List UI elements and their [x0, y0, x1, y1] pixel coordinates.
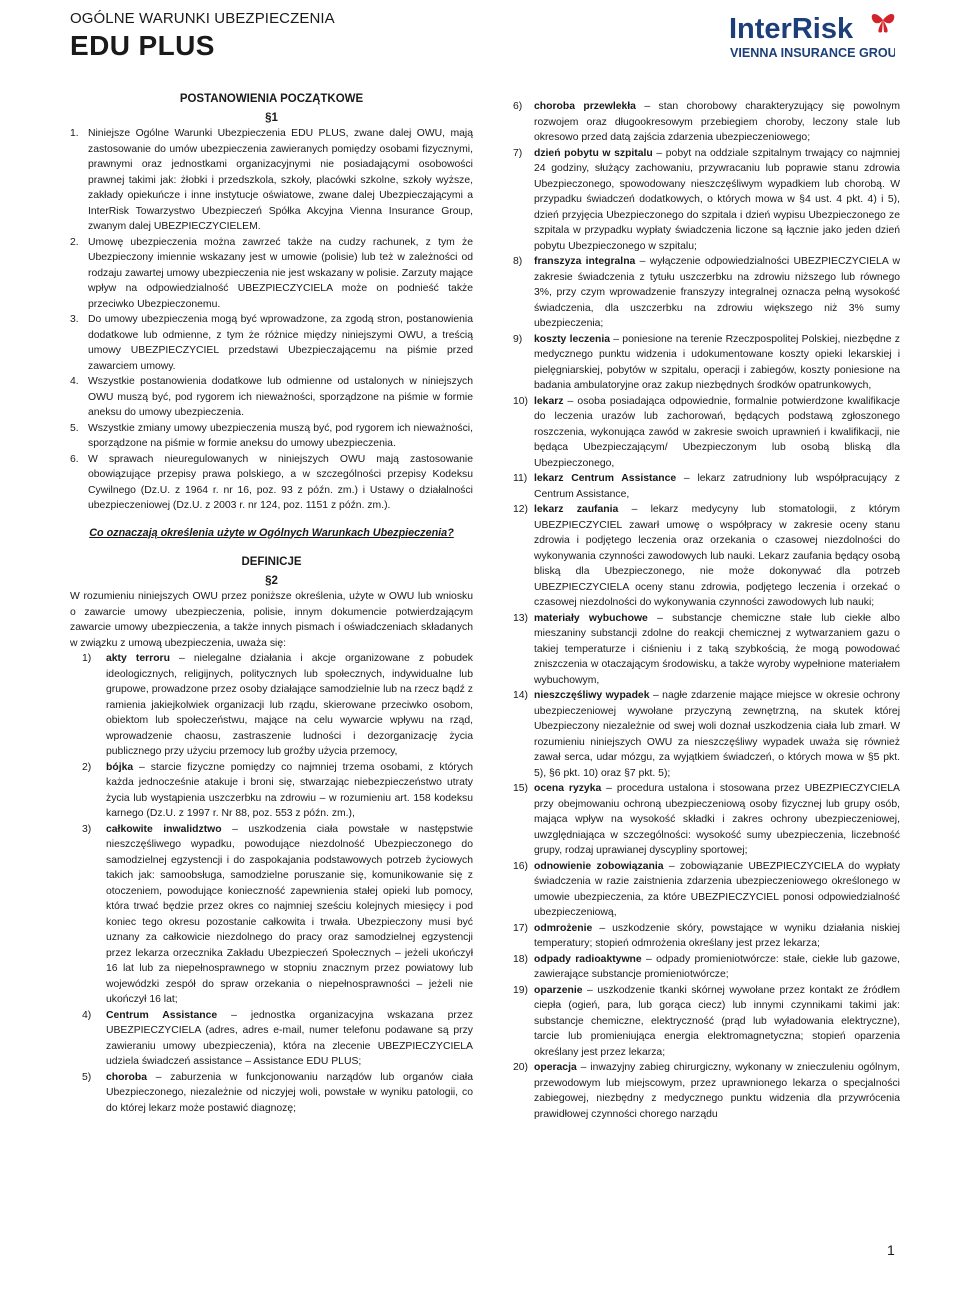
definition-term: nieszczęśliwy wypadek	[534, 690, 650, 701]
point-text: Niniejsze Ogólne Warunki Ubezpieczenia EDU PLUS, zwane dalej OWU, mają zastosowanie do umów ubezpieczenia zawieranych pomiędzy osobami fizycznymi, prawnymi oraz jednostkami organizacyjnymi nie posiadającymi osobowości prawnej takimi jak: żłobki i przedszkola, szkoły, placówki szkolne, szkoły wyższe, zakłady opiekuńcze i inne instytucje oświatowe, zwane dalej Ubezpieczającymi a InterRisk Towarzystwo Ubezpieczeń Spółka Akcyjna Vienna Insurance Group, zwanym dalej UBEZPIECZYCIELEM.	[88, 128, 473, 232]
definition-number: 18)	[513, 953, 529, 965]
logo-brand: InterRisk	[729, 13, 854, 45]
definition-text: – zaburzenia w funkcjonowaniu narządów lub organów ciała Ubezpieczonego, niezależnie od niczyjej woli, powstałe w wyniku patologii, co do której lekarz może postawić diagnozę;	[106, 1071, 473, 1114]
document-title: EDU PLUS	[70, 30, 215, 61]
definition-term: całkowite inwalidztwo	[106, 823, 222, 835]
definition-item	[513, 502, 901, 611]
numbered-point	[70, 374, 473, 421]
definition-item	[513, 921, 900, 952]
definition-number: 16)	[513, 860, 529, 872]
definition-text: – uszkodzenie tkanki skórnej wywołane przez kontakt ze źródłem ciepła (ogień, para, lub gorąca ciecz) lub innymi czynnikami takimi jak: substancje chemiczne, elektryczność (prąd lub wyładowania elektryczne), tarcie lub promieniująca energia elektromagnetyczna; stopień oparzenia określany jest przez lekarza;	[534, 984, 900, 1058]
definition-number: 12)	[513, 504, 529, 515]
definition-text: – starcie fizyczne pomiędzy co najmniej trzema osobami, z których każda jednocześnie atakuje i broni się, stwarzając niebezpieczeństwo utraty życia lub wystąpienia uszczerbku na zdrowiu – w rozumieniu art. 158 kodeksu karnego (Dz.U. z 1997 r. Nr 88, poz. 553 z późn. zm.),	[106, 761, 473, 819]
point-number: 2.	[70, 236, 79, 248]
numbered-point	[70, 452, 473, 514]
definition-text: – lekarz medycyny lub stomatologii, z którym UBEZPIECZYCIEL zawarł umowę o współpracy w zakresie oceny stanu zdrowia i podjętego leczenia oraz orzekania o czasowej niezdolności do wykonywania czynności zawodowych lub nauki. Lekarz zaufania będący osobą bliską dla Ubezpieczonego, nie może dokonywać dla potrzeb UBEZPIECZYCIELA oceny stanu zdrowia, podjętego leczenia i orzekać o czasowej niezdolności do wykonywania czynności zawodowych lub nauki;	[534, 504, 901, 608]
point-number: 1.	[70, 128, 79, 139]
interrisk-logo	[727, 4, 895, 64]
point-text: W sprawach nieuregulowanych w niniejszych OWU mają zastosowanie obowiązujące przepisy prawa polskiego, a w szczególności przepisy Kodeksu Cywilnego (Dz.U. z 1964 r. nr 16, poz. 93 z późn. zm.) i Ustawy o działalności ubezpieczeniowej (Dz.U. z 2003 r. nr 124, poz. 1151 z późn. zm.).	[88, 453, 473, 511]
definition-term: oparzenie	[534, 984, 583, 996]
point-text: Do umowy ubezpieczenia mogą być wprowadzone, za zgodą stron, postanowienia dodatkowe lub odmienne, z tym że różnice między niniejszymi OWU, a treścią umowy UBEZPIECZYCIEL przedstawi Ubezpieczającemu na piśmie przed zawarciem umowy.	[88, 314, 473, 372]
definition-text: – nagłe zdarzenie mające miejsce w okresie ochrony ubezpieczeniowej wywołane przyczyną zewnętrzną, na skutek której Ubezpieczony niezależnie od swej woli doznał uszkodzenia ciała lub zmarł. W rozumieniu niniejszych OWU za nieszczęśliwy wypadek uważa się również zawał serca, udar mózgu, za wyjątkiem świadczeń, o których mowa w §5 pkt. 5), §6 pkt. 10) oraz §7 pkt. 5);	[534, 690, 900, 779]
definition-item	[82, 822, 474, 1008]
definition-item	[513, 99, 901, 146]
definition-term: odnowienie zobowiązania	[534, 860, 664, 872]
point-text: Wszystkie zmiany umowy ubezpieczenia muszą być, pod rygorem ich nieważności, sporządzone na piśmie w formie aneksu do umowy ubezpieczenia.	[88, 422, 473, 449]
definition-item	[513, 146, 900, 255]
point-number: 6.	[70, 453, 79, 465]
points-list	[70, 126, 473, 514]
definition-term: bójka	[106, 761, 134, 773]
definition-text: – substancje chemiczne stałe lub ciekłe albo mieszaniny substancji zdolne do reakcji chemicznej z wytwarzaniem gazu o takiej temperaturze i ciśnieniu i z taką szybkością, że mogą powodować zniszczenia w otaczającym środowisku, a także wyroby wypełnione materiałem wybuchowym,	[534, 612, 900, 686]
definition-text: – osoba posiadająca odpowiednie, formalnie potwierdzone kwalifikacje do leczenia urazów lub zachorowań, będących podstawą zgłoszonego roszczenia, wykonująca zawód w zakresie swoich uprawnień i kwalifikacji, nie będąca Ubezpieczającym/ Ubezpieczonym lub osobą bliską dla Ubezpieczonego,	[534, 395, 900, 469]
definition-number: 6)	[513, 101, 523, 112]
definition-term: lekarz	[534, 395, 564, 407]
point-number: 3.	[70, 314, 79, 325]
definition-number: 4)	[82, 1009, 92, 1021]
definition-text: – poniesione na terenie Rzeczpospolitej Polskiej, niezbędne z medycznego punktu widzenia i udokumentowane koszty opieki lekarskiej i pielęgniarskiej, pobytów w szpitalu, operacji i zabiegów, koszty poniesione na badania ambulatoryjne oraz zakup niezbędnych środków opatrunkowych,	[534, 333, 900, 391]
definition-number: 19)	[513, 984, 529, 996]
definitions-intro: W rozumieniu niniejszych OWU przez poniższe określenia, użyte w OWU lub wniosku o zawarcie umowy ubezpieczenia, polisie, innym dokumencie potwierdzającym zawarcie umowy ubezpieczenia, a także innych pismach i oświadczeniach składanych w związku z umową ubezpieczenia, uważa się:	[70, 591, 473, 649]
definition-number: 15)	[513, 783, 529, 794]
definition-text: – nielegalne działania i akcje organizowane z pobudek ideologicznych, religijnych, politycznych lub społecznych, indywidualne lub grupowe, prowadzone przez osoby działające samodzielnie lub na rzecz bądź z ramienia jakiejkolwiek organizacji lub rządu, skierowane przeciwko osobom, obiektom lub społeczeństwu, mające na celu wywarcie wpływu na rząd, wprowadzenie chaosu, zastraszenie ludności i dezorganizację życia publicznego przy użyciu przemocy lub groźby użycia przemocy,	[106, 653, 474, 757]
definition-number: 8)	[513, 256, 523, 267]
definition-term: choroba	[106, 1071, 147, 1083]
definition-item	[513, 254, 900, 332]
definition-text: – uszkodzenie skóry, powstające w wyniku działania niskiej temperatury; stopień odmrożenia określany jest przez lekarza;	[534, 922, 900, 949]
definition-number: 2)	[82, 761, 92, 773]
point-text: Wszystkie postanowienia dodatkowe lub odmienne od ustalonych w niniejszych OWU muszą być, pod rygorem ich nieważności, sporządzone na piśmie w formie aneksu do umowy ubezpieczenia.	[88, 376, 473, 418]
point-number: 4.	[70, 376, 79, 387]
definition-term: operacja	[534, 1062, 577, 1073]
definition-item	[82, 1008, 473, 1070]
butterfly-logo-icon	[727, 4, 895, 64]
definition-number: 9)	[513, 333, 523, 345]
definition-text: – lekarz zatrudniony lub współpracujący z Centrum Assistance,	[534, 473, 900, 500]
definition-item	[513, 688, 900, 781]
definition-number: 3)	[82, 823, 92, 835]
definitions-question: Co oznaczają określenia użyte w Ogólnych Warunkach Ubezpieczenia?	[89, 526, 454, 539]
definition-number: 17)	[513, 922, 529, 934]
definition-number: 5)	[82, 1071, 92, 1083]
definition-item	[513, 781, 900, 859]
definition-term: Centrum Assistance	[106, 1009, 218, 1021]
definition-term: dzień pobytu w szpitalu	[534, 147, 653, 159]
definition-term: ocena ryzyka	[534, 783, 602, 794]
numbered-point	[70, 312, 473, 374]
definition-item	[82, 1070, 473, 1117]
definition-number: 11)	[513, 473, 528, 484]
definition-item	[513, 983, 900, 1061]
section2-number: §2	[265, 574, 278, 587]
point-number: 5.	[70, 422, 79, 434]
definition-term: lekarz Centrum Assistance	[534, 473, 677, 484]
definition-number: 10)	[513, 395, 529, 407]
definition-item	[513, 394, 900, 472]
definition-text: – wyłączenie odpowiedzialności UBEZPIECZYCIELA w zakresie świadczenia z tytułu uszczerbku na zdrowiu niższego lub równego 3%, przy czym wprowadzenie franszyzy integralnej oznacza pełną wysokość świadczenia, dla uszczerbku na zdrowiu większego niż 3% sumy ubezpieczenia;	[534, 256, 900, 329]
definition-term: koszty leczenia	[534, 333, 611, 345]
definition-number: 20)	[513, 1062, 529, 1073]
definition-term: odpady radioaktywne	[534, 953, 642, 965]
definition-number: 1)	[82, 653, 92, 664]
definition-text: – stan chorobowy charakteryzujący się powolnym rozwojem oraz długookresowym przebiegiem choroby, leczony stale lub okresowo przed datą zajścia zdarzenia ubezpieczeniowego;	[534, 101, 901, 143]
definition-term: akty terroru	[106, 653, 170, 664]
left-column	[70, 92, 473, 1116]
document-subtitle: OGÓLNE WARUNKI UBEZPIECZENIA	[70, 10, 335, 27]
definition-text: – odpady promieniotwórcze: stałe, ciekłe lub gazowe, zawierające substancje promieniotwórcze;	[534, 953, 900, 980]
definition-term: lekarz zaufania	[534, 504, 619, 515]
definition-term: materiały wybuchowe	[534, 612, 648, 624]
definition-item	[82, 760, 473, 822]
definition-term: odmrożenie	[534, 922, 593, 934]
right-column	[513, 99, 900, 1122]
definition-item	[513, 1060, 900, 1122]
definition-text: – procedura ustalona i stosowana przez UBEZPIECZYCIELA przy obejmowaniu ochroną ubezpieczeniową osoby fizycznej lub grupy osób, mająca wpływ na wysokość składki i zakres ochrony ubezpieczeniowej, uwzględniająca w szczególności: wysokość sumy ubezpieczenia, liczebność grupy, rodzaj uprawianej dyscypliny sportowej;	[534, 783, 900, 856]
numbered-point	[70, 421, 473, 452]
definition-item	[513, 859, 900, 921]
definition-term: choroba przewlekła	[534, 101, 636, 112]
definition-text: – pobyt na oddziale szpitalnym trwający co najmniej 24 godziny, służący zachowaniu, przywracaniu lub poprawie stanu zdrowia Ubezpieczonego, spowodowany nieszczęśliwym wypadkiem lub chorobą. W przypadku świadczeń dodatkowych, o których mowa w §4 ust. 4 pkt. 4) i 5), dzień przyjęcia Ubezpieczonego do szpitala i dzień wypisu Ubezpieczonego ze szpitala w przypadku wypłaty świadczenia liczone są łącznie jako jeden dzień pobytu Ubezpieczonego w szpitalu;	[534, 147, 900, 252]
definition-text: – inwazyjny zabieg chirurgiczny, wykonany w znieczuleniu ogólnym, przewodowym lub miejscowym, przez uprawnionego lekarza o specjalności zabiegowej, niezbędny z medycznego punktu widzenia dla przywrócenia prawidłowej czynności chorego narządu	[534, 1062, 900, 1120]
definition-item	[513, 471, 900, 502]
definition-number: 14)	[513, 690, 529, 701]
definition-item	[513, 952, 900, 983]
definition-number: 13)	[513, 612, 529, 624]
definition-number: 7)	[513, 147, 523, 159]
definition-term: franszyza integralna	[534, 256, 636, 267]
definition-text: – jednostka organizacyjna wskazana przez UBEZPIECZYCIELA (adres, adres e-mail, numer telefonu podawane są przy zawieraniu umowy ubezpieczenia), która na zlecenie UBEZPIECZYCIELA udziela świadczeń assistance – Assistance EDU PLUS;	[106, 1009, 473, 1067]
logo-tagline: VIENNA INSURANCE GROUP	[730, 46, 895, 60]
numbered-point	[70, 235, 473, 313]
section2-title: DEFINICJE	[241, 556, 302, 568]
definition-text: – uszkodzenia ciała powstałe w następstwie nieszczęśliwego wypadku, powodujące niezdolność Ubezpieczonego do samodzielnej egzystencji i do zaspokajania podstawowych potrzeb życiowych takich jak: samoobsługa, samodzielne poruszanie się, komunikowanie się z otoczeniem, powodujące konieczność zapewnienia stałej opieki lub pomocy, która trwać będzie przez okres co najmniej sześciu kolejnych miesięcy i pod koniec tego okresu pozostanie całkowita i trwała. Ubezpieczony musi być uznany za całkowicie niezdolnego do pracy oraz samodzielnej egzystencji przez lekarza orzecznika Zakładu Ubezpieczeń Społecznych – jeżeli ukończył 16 lat lub za niepełnosprawnego w stopniu znacznym przez powiatowy lub wojewódzki zespół do spraw orzekania o niepełnosprawności – jeżeli nie ukończył 16 lat;	[106, 823, 474, 1005]
page-number: 1	[887, 1242, 895, 1258]
section1-title: POSTANOWIENIA POCZĄTKOWE	[179, 93, 364, 105]
definition-item	[513, 611, 900, 689]
definition-item	[513, 332, 900, 394]
numbered-point	[70, 126, 473, 235]
definition-text: – zobowiązanie UBEZPIECZYCIELA do wypłaty świadczenia w razie zaistnienia zdarzenia ubezpieczeniowego określonego w umowie ubezpieczenia, za które UBEZPIECZYCIEL ponosi odpowiedzialność ubezpieczeniową,	[534, 860, 900, 918]
section1-number: §1	[265, 111, 278, 124]
definitions-list-left	[70, 651, 473, 1116]
definition-item	[82, 651, 474, 760]
definitions-list-right	[513, 99, 900, 1122]
point-text: Umowę ubezpieczenia można zawrzeć także na cudzy rachunek, z tym że Ubezpieczony imiennie wskazany jest w umowie (polisie) lub też w zależności od rodzaju zawartej umowy ubezpieczenia nie jest wskazany w polisie. Zarzuty mające wpływ na odpowiedzialność UBEZPIECZYCIELA może on podnieść także przeciwko Ubezpieczonemu.	[88, 236, 473, 310]
